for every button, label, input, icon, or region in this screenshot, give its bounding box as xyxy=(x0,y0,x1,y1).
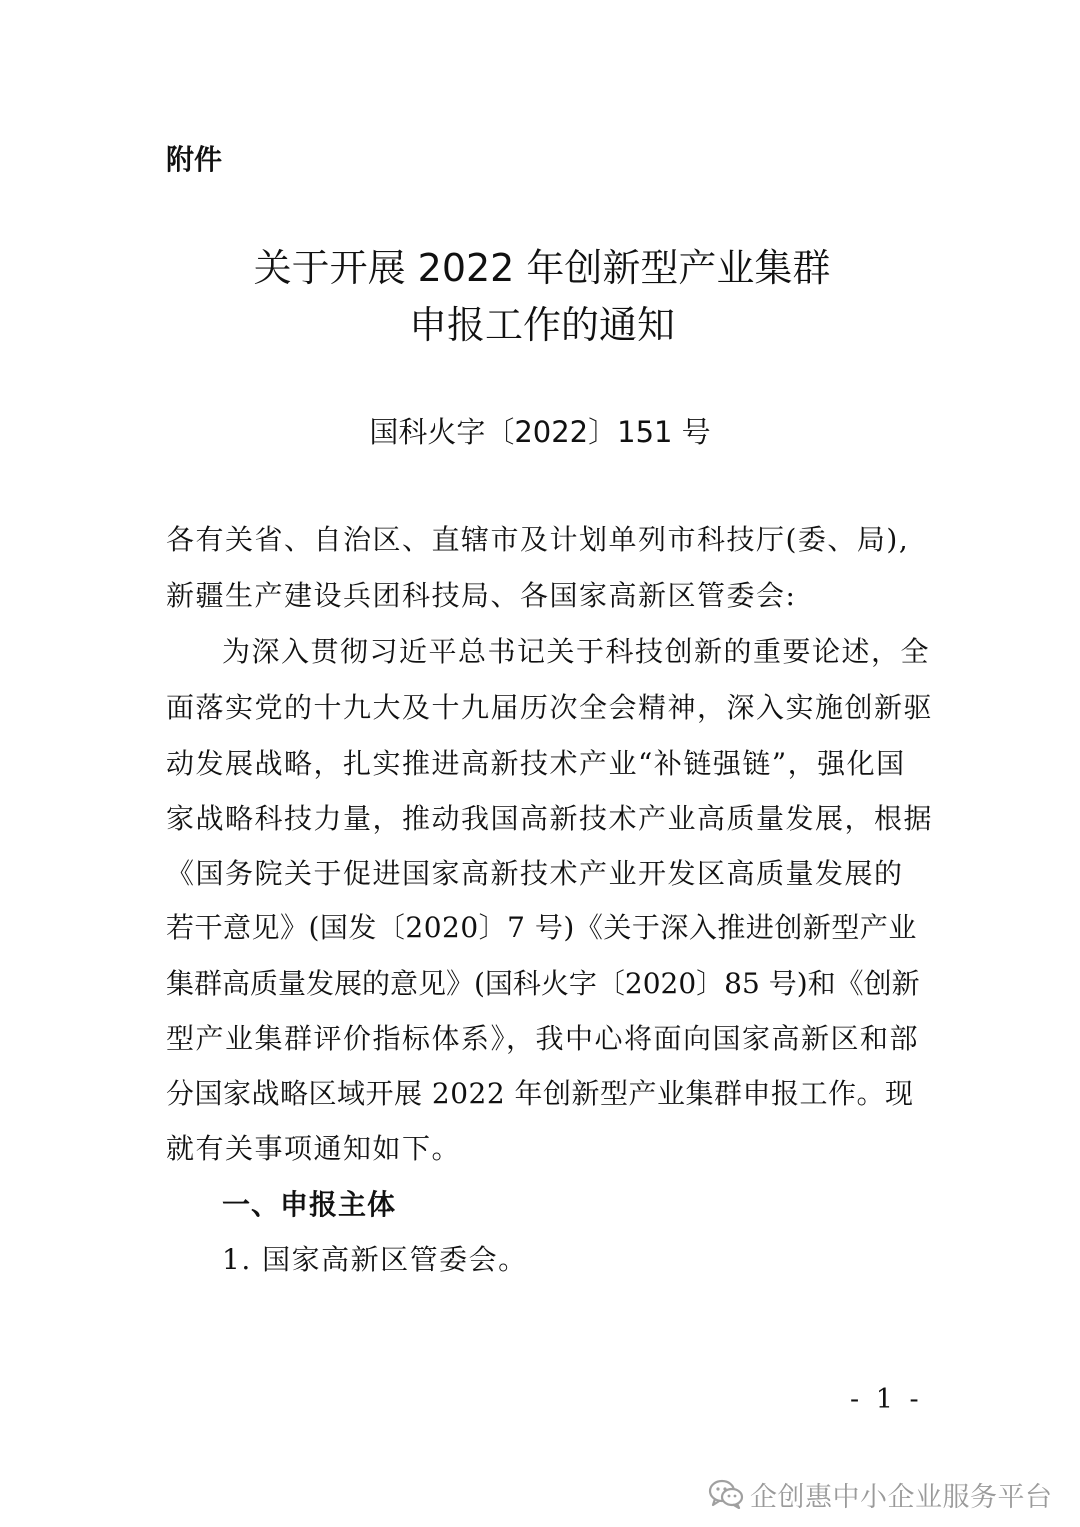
wechat-icon xyxy=(708,1479,744,1509)
document-number: 国科火字〔2022〕151 号 xyxy=(369,415,711,449)
document-title-line-2: 申报工作的通知 xyxy=(408,303,675,347)
body-line: 《国务院关于促进国家高新技术产业开发区高质量发展的 xyxy=(166,857,904,890)
list-item: 1. 国家高新区管委会。 xyxy=(222,1243,528,1276)
body-line: 集群高质量发展的意见》(国科火字〔2020〕85 号)和《创新 xyxy=(166,967,920,1000)
body-line: 各有关省、自治区、直辖市及计划单列市科技厅(委、局), xyxy=(166,523,910,556)
body-line: 家战略科技力量，推动我国高新技术产业高质量发展，根据 xyxy=(166,802,934,835)
section-heading: 一、申报主体 xyxy=(222,1188,397,1221)
body-line: 若干意见》(国发〔2020〕7 号)《关于深入推进创新型产业 xyxy=(166,911,917,944)
body-line: 型产业集群评价指标体系》，我中心将面向国家高新区和部 xyxy=(166,1022,920,1055)
attachment-label: 附件 xyxy=(166,143,223,176)
body-line: 动发展战略，扎实推进高新技术产业“补链强链”，强化国 xyxy=(166,747,906,780)
document-title-line-1: 关于开展 2022 年创新型产业集群 xyxy=(253,246,831,290)
body-line: 分国家战略区域开展 2022 年创新型产业集群申报工作。现 xyxy=(166,1077,914,1110)
watermark-text: 企创惠中小企业服务平台 xyxy=(750,1481,1053,1513)
watermark xyxy=(708,1472,1053,1516)
body-line: 面落实党的十九大及十九届历次全会精神，深入实施创新驱 xyxy=(166,691,934,724)
body-line: 新疆生产建设兵团科技局、各国家高新区管委会: xyxy=(166,579,797,612)
body-line: 就有关事项通知如下。 xyxy=(166,1132,462,1165)
body-line: 为深入贯彻习近平总书记关于科技创新的重要论述，全 xyxy=(222,635,931,668)
page-number: - 1 - xyxy=(850,1384,923,1415)
